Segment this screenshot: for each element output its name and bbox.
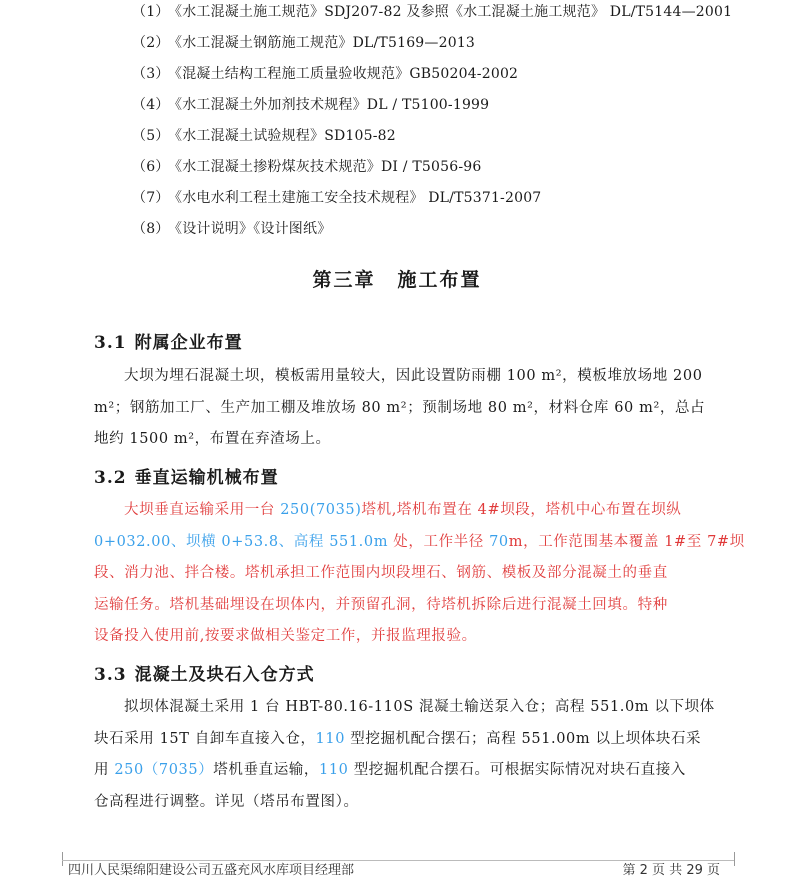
reference-item: [132, 95, 489, 115]
section-title: 垂直运输机械布置: [134, 468, 279, 488]
reference-number: （1）: [132, 4, 170, 20]
paragraph-line: 运输任务。塔机基础埋设在坝体内，并预留孔洞，待塔机拆除后进行混凝土回填。特种: [94, 596, 668, 613]
highlight-text: 110: [319, 762, 349, 778]
paragraph-line: [94, 527, 745, 559]
reference-text: 《设计说明》《设计图纸》: [168, 221, 332, 237]
reference-text: 《水工混凝土试验规程》SD105-82: [168, 128, 396, 144]
reference-text: 《水工混凝土施工规范》SDJ207-82 及参照《水工混凝土施工规范》 DL/T5144—2001: [168, 4, 733, 20]
reference-number: （8）: [132, 221, 170, 237]
section-heading: [94, 463, 279, 488]
text-run: 型挖掘机配合摆石。可根据实际情况对块石直接入: [348, 762, 686, 778]
reference-item: [132, 219, 331, 239]
reference-item: [132, 64, 518, 84]
highlight-text: 250(7035): [280, 502, 362, 518]
page-number: 第 2 页 共 29 页: [622, 863, 720, 878]
chapter-heading: [0, 265, 794, 292]
section-number: 3.2: [94, 468, 127, 488]
paragraph-line: [94, 495, 706, 527]
reference-item: [132, 188, 541, 208]
reference-text: 《水电水利工程土建施工安全技术规程》 DL/T5371-2007: [168, 190, 542, 206]
chapter-label: 第三章: [312, 269, 376, 291]
text-run: 块石采用 15T 自卸车直接入仓，: [94, 730, 316, 747]
text-run: 用: [94, 762, 115, 778]
text-run: 塔机,塔机布置在 4#坝段，塔机中心布置在坝纵: [361, 502, 682, 518]
reference-item: [132, 157, 481, 177]
section-number: 3.3: [94, 665, 127, 685]
text-run: m，工作范围基本覆盖 1#至 7#坝: [508, 533, 745, 550]
highlight-text: 70: [489, 533, 509, 550]
highlight-text: 250（7035）: [114, 762, 214, 778]
paragraph-line: m²；钢筋加工厂、生产加工棚及堆放场 80 m²；预制场地 80 m²，材料仓库 60 m²，总占: [94, 399, 706, 416]
page-footer: [62, 860, 734, 877]
text-run: 大坝垂直运输采用一台: [124, 502, 281, 518]
section-heading: [94, 660, 315, 685]
paragraph-line: [94, 724, 706, 756]
reference-text: 《水工混凝土钢筋施工规范》DL/T5169—2013: [168, 35, 476, 51]
reference-number: （3）: [132, 66, 170, 82]
section-paragraph: [94, 361, 706, 456]
paragraph-line: 仓高程进行调整。详见（塔吊布置图）。: [94, 793, 359, 810]
highlight-text: 0+032.00、坝横 0+53.8、高程 551.0m: [94, 533, 389, 550]
reference-number: （7）: [132, 190, 170, 206]
paragraph-line: 设备投入使用前,按要求做相关鉴定工作，并报监理报验。: [94, 628, 477, 644]
reference-text: 《水工混凝土掺粉煤灰技术规范》DI / T5056-96: [168, 159, 482, 175]
paragraph-line: 大坝为埋石混凝土坝，模板需用量较大，因此设置防雨棚 100 m²，模板堆放场地 200: [124, 368, 703, 384]
text-run: 处，工作半径: [388, 533, 490, 550]
reference-number: （5）: [132, 128, 170, 144]
paragraph-line: [94, 755, 706, 787]
footer-organization: 四川人民渠绵阳建设公司五盛充风水库项目经理部: [68, 863, 355, 878]
paragraph-line: 拟坝体混凝土采用 1 台 HBT-80.16-110S 混凝土输送泵入仓；高程 551.0m 以下坝体: [124, 699, 715, 715]
paragraph-line: 段、消力池、拌合楼。塔机承担工作范围内坝段埋石、钢筋、模板及部分混凝土的垂直: [94, 565, 668, 581]
reference-number: （4）: [132, 97, 170, 113]
reference-item: [132, 126, 396, 146]
section-number: 3.1: [94, 333, 127, 353]
section-title: 混凝土及块石入仓方式: [134, 665, 315, 685]
paragraph-line: 地约 1500 m²，布置在弃渣场上。: [94, 431, 331, 447]
highlight-text: 110: [315, 730, 346, 747]
reference-text: 《水工混凝土外加剂技术规程》DL / T5100-1999: [168, 97, 490, 113]
section-heading: [94, 328, 243, 353]
section-paragraph: [94, 692, 715, 818]
text-run: 型挖掘机配合摆石；高程 551.00m 以上坝体块石采: [345, 730, 702, 747]
reference-number: （6）: [132, 159, 170, 175]
reference-text: 《混凝土结构工程施工质量验收规范》GB50204-2002: [168, 66, 519, 82]
section-paragraph: [94, 495, 745, 653]
reference-item: [132, 2, 732, 22]
footer-corner-mark: [734, 852, 735, 866]
chapter-title: 施工布置: [397, 269, 482, 291]
section-title: 附属企业布置: [134, 333, 243, 353]
reference-number: （2）: [132, 35, 170, 51]
text-run: 塔机垂直运输，: [213, 762, 319, 778]
reference-item: [132, 33, 475, 53]
